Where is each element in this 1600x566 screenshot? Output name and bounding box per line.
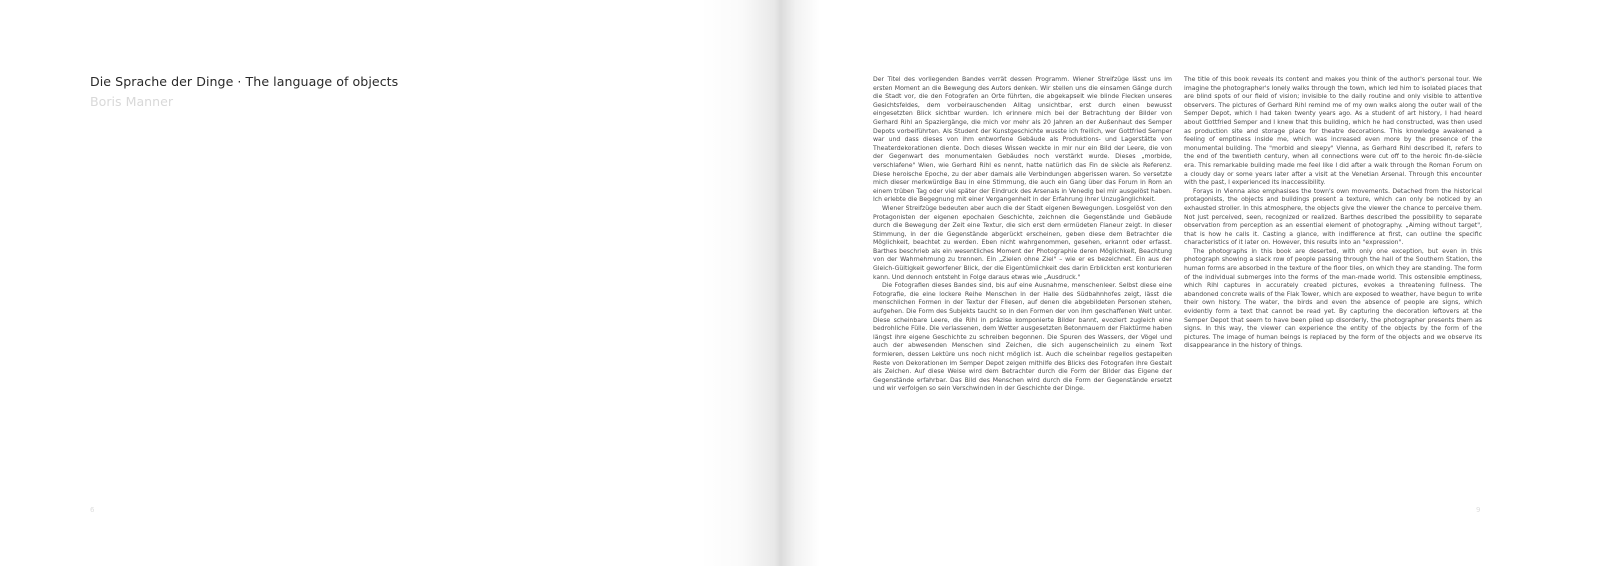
german-text-column (873, 76, 1172, 476)
chapter-title: Die Sprache der Dinge · The language of objects (90, 74, 399, 89)
english-paragraph-2: Forays in Vienna also emphasises the town's own movements. Detached from the historical protagonists, the objects and buildings present a texture, which can only be noticed by an exhausted stroller. In this atmosphere, the objects give the viewer the chance to perceive them. Not just perceived, seen, recognized or realized. Barthes described the possibility to separate observation from perception as an essential element of photography. „Aiming without target", that is how he calls it. Casting a glance, with indifference at first, can outline the specific characteristics of it later on. However, this results into an "expression". (1184, 187, 1482, 247)
english-paragraph-1: The title of this book reveals its content and makes you think of the author's personal tour. We imagine the photographer's lonely walks through the town, which led him to isolated places that are blind spots of our field of vision; invisible to the daily routine and only visible to attentive observers. The pictures of Gerhard Rihl remind me of my own walks along the outer wall of the Semper Depot, which I had taken twenty years ago. As a student of art history, I had heard about Gottfried Semper and I knew that this building, which he had constructed, was then used as production site and storage place for theatre decorations. This knowledge awakened a feeling of emptiness inside me, which was increased even more by the presence of the monumental building. The "morbid and sleepy" Vienna, as Gerhard Rihl described it, refers to the end of the twentieth century, when all connections were cut off to the heroic fin-de-siècle era. This remarkable building made me feel like I did after a walk through the Roman Forum on a cloudy day or some years later after a visit at the Venetian Arsenal. Through this encounter with the past, I experienced its inaccessibility. (1184, 76, 1482, 187)
english-text-column (1184, 76, 1482, 416)
book-gutter-shadow (700, 0, 820, 566)
english-paragraph-3: The photographs in this book are deserted, with only one exception, but even in this photograph showing a slack row of people passing through the hall of the Southern Station, the human forms are absorbed in the texture of the floor tiles, on which they are standing. The form of the individual submerges into the forms of the man-made world. This ostensible emptiness, which Rihl captures in accurately created pictures, evokes a threatening fullness. The abandoned concrete walls of the Flak Tower, which are exposed to weather, have begun to write their own history. The water, the birds and even the absence of people are signs, which evidently form a text that cannot be read yet. By capturing the decoration leftovers at the Semper Depot that seem to have been piled up disorderly, the photographer presents them as signs. In this way, the viewer can experience the entity of the objects by the form of the pictures. The image of human beings is replaced by the form of the objects and we observe its disappearance in the history of things. (1184, 247, 1482, 350)
german-paragraph-3: Die Fotografien dieses Bandes sind, bis auf eine Ausnahme, menschenleer. Selbst diese eine Fotografie, die eine lockere Reihe Menschen in der Halle des Südbahnhofes zeigt, lässt die menschlichen Formen in der Textur der Fliesen, auf denen die abgebildeten Personen stehen, aufgehen. Die Form des Subjekts taucht so in den Formen der von ihm geschaffenen Welt unter. Diese scheinbare Leere, die Rihl in präzise komponierte Bilder bannt, evoziert zugleich eine bedrohliche Fülle. Die verlassenen, dem Wetter ausgesetzten Betonmauern der Flaktürme haben längst ihre eigene Geschichte zu schreiben begonnen. Die Spuren des Wassers, der Vögel und auch der abwesenden Menschen sind Zeichen, die sich augenscheinlich zu einem Text formieren, dessen Lektüre uns noch nicht möglich ist. Auch die scheinbar regellos gestapelten Reste von Dekorationen im Semper Depot zeigen mithilfe des Blicks des Fotografen ihre Gestalt als Zeichen. Auf diese Weise wird dem Betrachter durch die Form der Bilder das Eigene der Gegenstände erfahrbar. Das Bild des Menschen wird durch die Form der Gegenstände ersetzt und wir verfolgen so sein Verschwinden in der Geschichte der Dinge. (873, 282, 1172, 393)
page-number-right: 9 (1476, 506, 1481, 514)
page-number-left: 6 (90, 506, 95, 514)
left-page (0, 0, 780, 566)
german-paragraph-1: Der Titel des vorliegenden Bandes verrät dessen Programm. Wiener Streifzüge lässt uns im ersten Moment an die Bewegung des Autors denken. Wir stellen uns die einsamen Gänge durch die Stadt vor, die den Fotografen an Orte führten, die abgekapselt wie blinde Flecken unseres Gesichtsfeldes, dem vorbeirauschenden Alltag unsichtbar, erst durch einen bewusst eingesetzten Blick sichtbar wurden. Ich erinnere mich bei der Betrachtung der Bilder von Gerhard Rihl an Spaziergänge, die mich vor mehr als 20 Jahren an der Außenhaut des Semper Depots vorbeiführten. Als Student der Kunstgeschichte wusste ich freilich, wer Gottfried Semper war und dass dieses von ihm entworfene Gebäude als Produktions- und Lagerstätte von Theaterdekorationen diente. Doch dieses Wissen weckte in mir nur ein Bild der Leere, die von der Gegenwart des monumentalen Gebäudes noch verstärkt wurde. Dieses „morbide, verschlafene" Wien, wie Gerhard Rihl es nennt, hatte natürlich das Fin de siècle als Referenz. Diese heroische Epoche, zu der aber damals alle Verbindungen abgerissen waren. So versetzte mich dieser merkwürdige Bau in eine Stimmung, die auch ein Gang über das Forum in Rom an einem trüben Tag oder viel später der Eindruck des Arsenals in Venedig bei mir ausgelöst haben. Ich erlebte die Begegnung mit einer Vergangenheit in der Erfahrung ihrer Unzugänglichkeit. (873, 76, 1172, 204)
german-paragraph-2: Wiener Streifzüge bedeuten aber auch die der Stadt eigenen Bewegungen. Losgelöst von den Protagonisten der eigenen epochalen Geschichte, zeichnen die Gegenstände und Gebäude durch die Bewegung der Zeit eine Textur, die sich erst dem ermüdeten Flaneur zeigt. In dieser Stimmung, in der die Gegenstände abgerückt erscheinen, geben diese dem Betrachter die Möglichkeit, beachtet zu werden. Eben nicht wahrgenommen, gesehen, erkannt oder erfasst. Barthes beschrieb als ein wesentliches Moment der Photographie deren Möglichkeit, Beachtung von der Wahrnehmung zu trennen. Ein „Zielen ohne Ziel" – wie er es bezeichnet. Ein aus der Gleich-Gültigkeit geworfener Blick, der die Eigentümlichkeit des darin Erblickten erst konturieren kann. Und dennoch entsteht in Folge daraus etwas wie „Ausdruck." (873, 204, 1172, 281)
author-name: Boris Manner (90, 94, 174, 109)
